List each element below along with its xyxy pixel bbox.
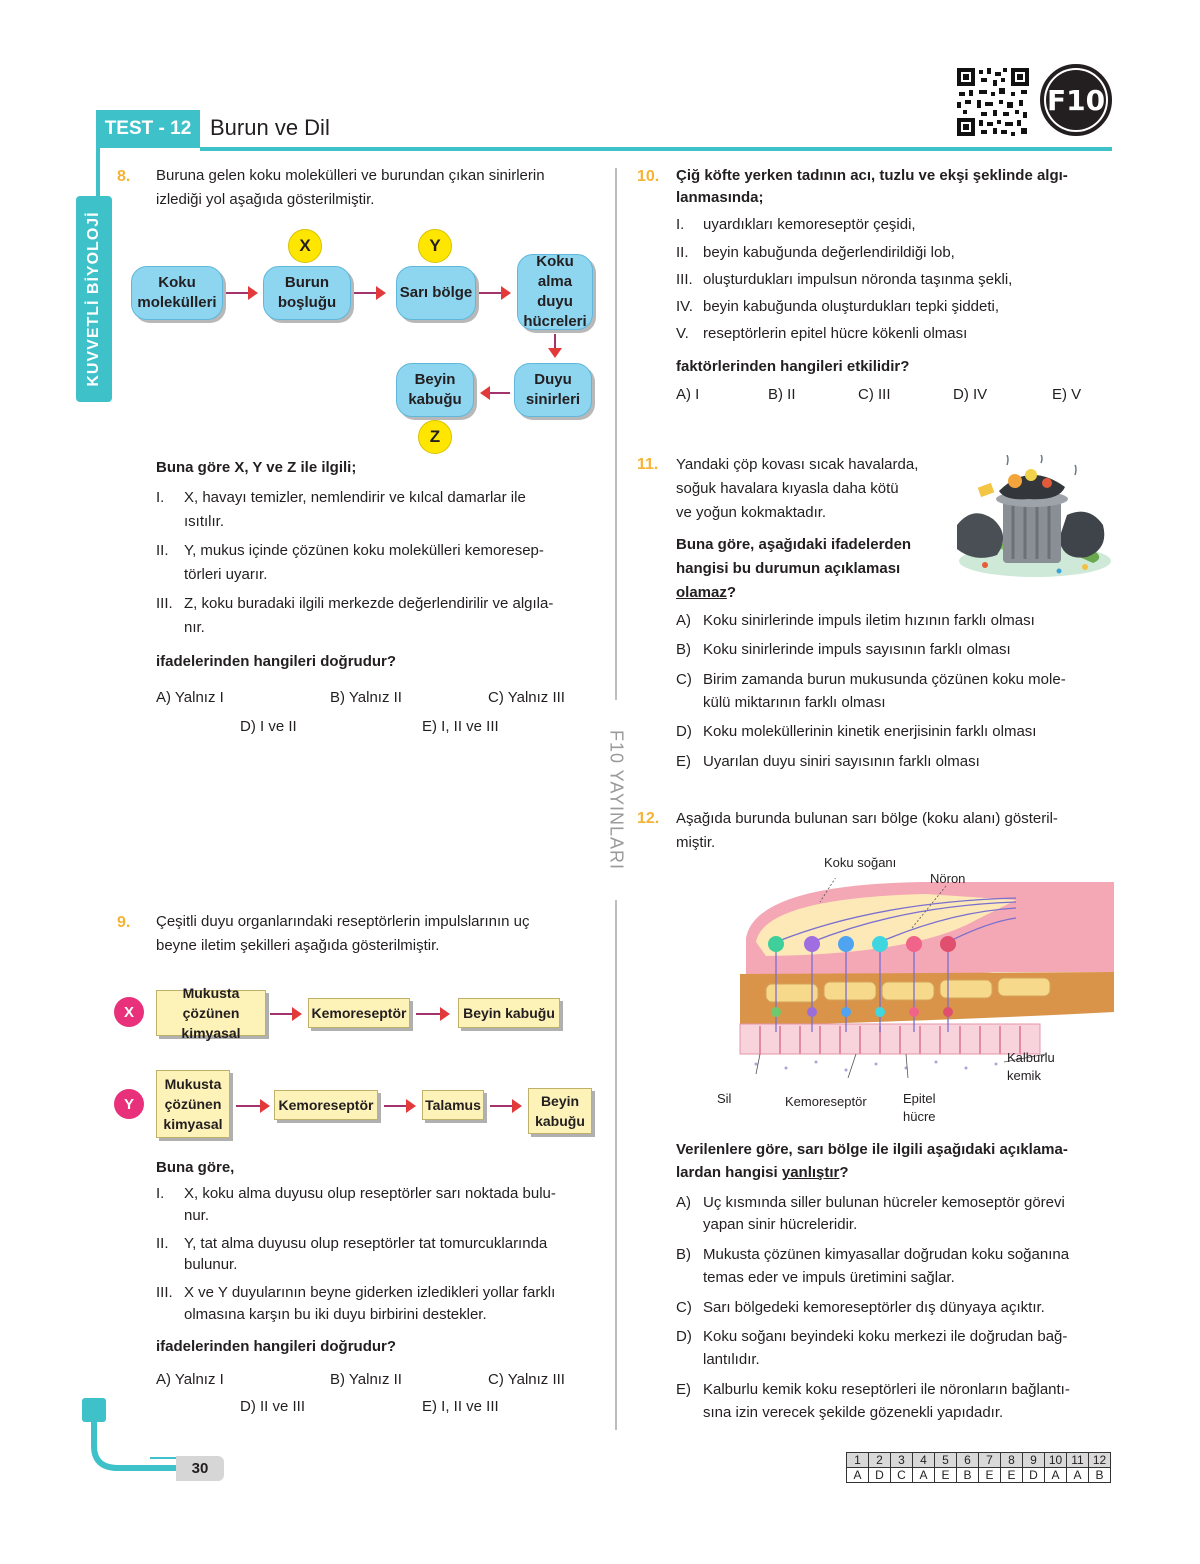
q11-stem-3-line bbox=[676, 581, 736, 605]
q8-item-2-l1: Y, mukus içinde çözünen koku molekülleri kemoresep- bbox=[184, 542, 544, 559]
flow-arrow bbox=[416, 1013, 442, 1015]
q9-x-box-3: Beyin kabuğu bbox=[458, 998, 560, 1028]
q8-stem: Buna göre X, Y ve Z ile ilgili; bbox=[156, 459, 357, 476]
answer-key-answers bbox=[847, 1468, 1111, 1483]
label-epitel: Epitel bbox=[903, 1091, 936, 1106]
q10-item-3-num: III. bbox=[676, 271, 693, 288]
key-answer: A bbox=[847, 1468, 869, 1483]
q9-item-1-l2: nur. bbox=[184, 1207, 210, 1224]
q12-option-e-key[interactable]: E) bbox=[676, 1381, 691, 1398]
q8-option-e[interactable]: E) I, II ve III bbox=[422, 718, 499, 735]
answer-key-table bbox=[846, 1452, 1111, 1483]
q8-option-d[interactable]: D) I ve II bbox=[240, 718, 297, 735]
q9-item-2-num: II. bbox=[156, 1235, 169, 1252]
flow-box-duyu-sinirleri: Duyu sinirleri bbox=[514, 363, 592, 417]
q8-item-2-num: II. bbox=[156, 542, 169, 559]
q9-x-box-2: Kemoreseptör bbox=[308, 998, 410, 1028]
q9-question: ifadelerinden hangileri doğrudur? bbox=[156, 1338, 397, 1355]
q10-option-d[interactable]: D) IV bbox=[953, 386, 988, 403]
q10-item-4-num: IV. bbox=[676, 298, 693, 315]
q11-option-e-key[interactable]: E) bbox=[676, 753, 691, 770]
flow-arrow bbox=[354, 292, 378, 294]
q12-stem-qmark: ? bbox=[839, 1164, 849, 1181]
q12-option-c-l1[interactable]: Sarı bölgedeki kemoreseptörler dış dünyaya açıktır. bbox=[703, 1299, 1045, 1316]
q10-option-b[interactable]: B) II bbox=[768, 386, 796, 403]
label-hucre: hücre bbox=[903, 1109, 936, 1124]
q12-stem-2: lardan hangisi bbox=[676, 1164, 778, 1181]
q9-y-box-2: Kemoreseptör bbox=[274, 1090, 378, 1120]
q11-stem-underlined: olamaz bbox=[676, 584, 727, 601]
q12-option-a-l1[interactable]: Uç kısmında siller bulunan hücreler kemoseptör görevi bbox=[703, 1194, 1065, 1211]
q9-option-e[interactable]: E) I, II ve III bbox=[422, 1398, 499, 1415]
key-num: 3 bbox=[891, 1453, 913, 1468]
q11-stem-2: hangisi bu durumun açıklaması bbox=[676, 560, 901, 577]
side-category-label bbox=[76, 196, 112, 402]
key-num: 5 bbox=[935, 1453, 957, 1468]
q9-option-c[interactable]: C) Yalnız III bbox=[488, 1371, 565, 1388]
flow-arrow bbox=[236, 1105, 262, 1107]
flow-arrow bbox=[490, 1105, 514, 1107]
key-answer: A bbox=[913, 1468, 935, 1483]
key-answer: E bbox=[1001, 1468, 1023, 1483]
q8-option-c[interactable]: C) Yalnız III bbox=[488, 689, 565, 706]
q9-item-2-l2: bulunur. bbox=[184, 1256, 238, 1273]
q8-item-2-l2: törleri uyarır. bbox=[184, 566, 268, 583]
q11-option-c-l2[interactable]: külü miktarının farklı olması bbox=[703, 694, 886, 711]
flow-box-burun-boslugu: Burun boşluğu bbox=[263, 266, 351, 320]
q11-option-d-key[interactable]: D) bbox=[676, 723, 692, 740]
side-label-text: KUVVETLİ BİYOLOJİ bbox=[85, 211, 102, 387]
q9-x-box-1: Mukusta çözünen kimyasal bbox=[156, 990, 266, 1036]
key-num: 12 bbox=[1089, 1453, 1111, 1468]
key-num: 1 bbox=[847, 1453, 869, 1468]
q12-stem-1: Verilenlere göre, sarı bölge ile ilgili aşağıdaki açıklama- bbox=[676, 1141, 1068, 1158]
q12-stem-underlined: yanlıştır bbox=[781, 1164, 840, 1181]
q11-option-b[interactable]: Koku sinirlerinde impuls sayısının farklı olması bbox=[703, 641, 1011, 658]
key-answer: D bbox=[869, 1468, 891, 1483]
q10-item-3: oluşturdukları impulsun nöronda taşınma şekli, bbox=[703, 271, 1013, 288]
q9-marker-y: Y bbox=[114, 1089, 144, 1119]
key-num: 7 bbox=[979, 1453, 1001, 1468]
q11-option-b-key[interactable]: B) bbox=[676, 641, 691, 658]
q11-option-a-key[interactable]: A) bbox=[676, 612, 691, 629]
key-answer: E bbox=[935, 1468, 957, 1483]
q9-marker-x: X bbox=[114, 997, 144, 1027]
brand-vertical-text: F10 YAYINLARI bbox=[606, 729, 627, 871]
flow-arrow bbox=[270, 1013, 294, 1015]
q10-item-1-num: I. bbox=[676, 216, 685, 233]
q11-option-a[interactable]: Koku sinirlerinde impuls iletim hızının farklı olması bbox=[703, 612, 1035, 629]
q10-item-2-num: II. bbox=[676, 244, 689, 261]
q10-item-5: reseptörlerin epitel hücre kökenli olması bbox=[703, 325, 968, 342]
key-num: 9 bbox=[1023, 1453, 1045, 1468]
q8-item-3-num: III. bbox=[156, 595, 173, 612]
q12-intro-2: miştir. bbox=[676, 834, 716, 851]
flow-box-beyin-kabugu: Beyin kabuğu bbox=[396, 363, 474, 417]
q8-item-3-l1: Z, koku buradaki ilgili merkezde değerlendirilir ve algıla- bbox=[184, 595, 554, 612]
flow-arrow bbox=[226, 292, 250, 294]
flow-box-sari-bolge: Sarı bölge bbox=[396, 266, 476, 320]
label-kemik: kemik bbox=[1007, 1068, 1041, 1083]
q10-stem-1: Çiğ köfte yerken tadının acı, tuzlu ve ekşi şeklinde algı- bbox=[676, 167, 1068, 184]
page-number: 30 bbox=[176, 1456, 224, 1481]
key-answer: A bbox=[1045, 1468, 1067, 1483]
q11-option-c-l1[interactable]: Birim zamanda burun mukusunda çözünen koku mole- bbox=[703, 671, 1066, 688]
q9-item-2-l1: Y, tat alma duyusu olup reseptörler tat tomurcuklarında bbox=[184, 1235, 548, 1252]
q12-option-b-key[interactable]: B) bbox=[676, 1246, 691, 1263]
q9-intro-1: Çeşitli duyu organlarındaki reseptörlerin impulslarının uç bbox=[156, 913, 530, 930]
trash-can-illustration bbox=[955, 455, 1113, 583]
q8-item-3-l2: nır. bbox=[184, 619, 205, 636]
marker-z: Z bbox=[418, 420, 452, 454]
q8-item-1-l2: ısıtılır. bbox=[184, 513, 225, 530]
q11-option-c-key[interactable]: C) bbox=[676, 671, 692, 688]
page-title: Burun ve Dil bbox=[210, 115, 330, 140]
q12-stem-2-line bbox=[676, 1161, 849, 1185]
key-num: 2 bbox=[869, 1453, 891, 1468]
label-koku-sogani: Koku soğanı bbox=[824, 855, 897, 870]
q10-option-e[interactable]: E) V bbox=[1052, 386, 1082, 403]
label-noron: Nöron bbox=[930, 871, 966, 886]
q9-y-box-1: Mukusta çözünen kimyasal bbox=[156, 1070, 230, 1138]
q8-number: 8. bbox=[117, 168, 131, 185]
answer-key-numbers bbox=[847, 1453, 1111, 1468]
key-num: 6 bbox=[957, 1453, 979, 1468]
q12-option-e-l1[interactable]: Kalburlu kemik koku reseptörleri ile nöronların bağlantı- bbox=[703, 1381, 1070, 1398]
key-num: 8 bbox=[1001, 1453, 1023, 1468]
q12-option-b-l2[interactable]: temas eder ve impuls üretimini sağlar. bbox=[703, 1269, 955, 1286]
marker-y: Y bbox=[418, 229, 452, 263]
q8-intro-1: Buruna gelen koku molekülleri ve burundan çıkan sinirlerin bbox=[156, 167, 545, 184]
marker-x: X bbox=[288, 229, 322, 263]
q12-option-b-l1[interactable]: Mukusta çözünen kimyasallar doğrudan koku soğanına bbox=[703, 1246, 1070, 1263]
q12-option-e-l2[interactable]: sına izin verecek şekilde gözenekli yapıdadır. bbox=[703, 1404, 1004, 1421]
q8-question: ifadelerinden hangileri doğrudur? bbox=[156, 653, 397, 670]
q12-intro-1: Aşağıda burunda bulunan sarı bölge (koku alanı) gösteril- bbox=[676, 810, 1058, 827]
label-kemoreseptor: Kemoreseptör bbox=[785, 1094, 867, 1109]
flow-box-koku-molekulleri: Koku molekülleri bbox=[131, 266, 223, 320]
qr-code-icon[interactable] bbox=[955, 66, 1031, 138]
q11-option-d[interactable]: Koku moleküllerinin kinetik enerjisinin farklı olması bbox=[703, 723, 1037, 740]
q9-item-3-num: III. bbox=[156, 1284, 173, 1301]
test-label: TEST - 12 bbox=[96, 110, 200, 148]
q9-stem: Buna göre, bbox=[156, 1159, 235, 1176]
q9-option-b[interactable]: B) Yalnız II bbox=[330, 1371, 402, 1388]
q8-item-1-l1: X, havayı temizler, nemlendirir ve kılcal damarlar ile bbox=[184, 489, 526, 506]
q11-option-e[interactable]: Uyarılan duyu siniri sayısının farklı olması bbox=[703, 753, 980, 770]
q9-item-3-l2: olmasına karşın bu iki duyu birbirini destekler. bbox=[184, 1306, 487, 1323]
q11-intro-3: ve yoğun kokmaktadır. bbox=[676, 504, 827, 521]
q10-item-4: beyin kabuğunda oluşturdukları tepki şiddeti, bbox=[703, 298, 1000, 315]
key-answer: B bbox=[1089, 1468, 1111, 1483]
q9-y-box-3: Talamus bbox=[422, 1090, 484, 1120]
page-corner-decoration bbox=[80, 1396, 184, 1476]
flow-arrow bbox=[488, 392, 510, 394]
key-answer: A bbox=[1067, 1468, 1089, 1483]
q8-option-a[interactable]: A) Yalnız I bbox=[156, 689, 224, 706]
q12-number: 12. bbox=[637, 810, 660, 827]
key-answer: E bbox=[979, 1468, 1001, 1483]
q9-option-d[interactable]: D) II ve III bbox=[240, 1398, 306, 1415]
q9-item-3-l1: X ve Y duyularının beyne giderken izledikleri yollar farklı bbox=[184, 1284, 556, 1301]
brand-vertical bbox=[596, 700, 636, 900]
q10-stem-2: lanmasında; bbox=[676, 189, 764, 206]
flow-box-koku-alma-duyu-hucreleri: Koku alma duyu hücreleri bbox=[517, 254, 593, 330]
q11-stem-1: Buna göre, aşağıdaki ifadelerden bbox=[676, 536, 912, 553]
q9-number: 9. bbox=[117, 914, 131, 931]
q12-option-a-l2[interactable]: yapan sinir hücreleridir. bbox=[703, 1216, 858, 1233]
q11-number: 11. bbox=[637, 456, 659, 473]
label-kalburlu: Kalburlu bbox=[1007, 1050, 1055, 1065]
q11-stem-qmark: ? bbox=[726, 584, 737, 601]
q12-option-d-l2[interactable]: lantılıdır. bbox=[703, 1351, 760, 1368]
q10-item-1: uyardıkları kemoreseptör çeşidi, bbox=[703, 216, 916, 233]
q11-intro-1: Yandaki çöp kovası sıcak havalarda, bbox=[676, 456, 919, 473]
q12-option-d-key[interactable]: D) bbox=[676, 1328, 692, 1345]
key-answer: D bbox=[1023, 1468, 1045, 1483]
q10-item-5-num: V. bbox=[676, 325, 689, 342]
flow-arrow bbox=[554, 334, 556, 350]
header-rule bbox=[200, 147, 1112, 151]
flow-arrow bbox=[479, 292, 503, 294]
q10-option-c[interactable]: C) III bbox=[858, 386, 891, 403]
q12-option-c-key[interactable]: C) bbox=[676, 1299, 692, 1316]
q12-option-a-key[interactable]: A) bbox=[676, 1194, 691, 1211]
q10-option-a[interactable]: A) I bbox=[676, 386, 700, 403]
q12-option-d-l1[interactable]: Koku soğanı beyindeki koku merkezi ile doğrudan bağ- bbox=[703, 1328, 1068, 1345]
q8-intro-2: izlediği yol aşağıda gösterilmiştir. bbox=[156, 191, 375, 208]
q10-question: faktörlerinden hangileri etkilidir? bbox=[676, 358, 910, 375]
publisher-logo bbox=[1040, 64, 1112, 136]
key-answer: B bbox=[957, 1468, 979, 1483]
key-answer: C bbox=[891, 1468, 913, 1483]
q11-intro-2: soğuk havalara kıyasla daha kötü bbox=[676, 480, 899, 497]
key-num: 10 bbox=[1045, 1453, 1067, 1468]
q8-option-b[interactable]: B) Yalnız II bbox=[330, 689, 402, 706]
key-num: 11 bbox=[1067, 1453, 1089, 1468]
q10-item-2: beyin kabuğunda değerlendirildiği lob, bbox=[703, 244, 955, 261]
q9-intro-2: beyne iletim şekilleri aşağıda gösterilmiştir. bbox=[156, 937, 440, 954]
logo-text: F10 bbox=[1046, 70, 1106, 130]
olfactory-region-illustration bbox=[716, 878, 1114, 1078]
q8-item-1-num: I. bbox=[156, 489, 165, 506]
q10-number: 10. bbox=[637, 168, 660, 185]
q9-y-box-4: Beyin kabuğu bbox=[528, 1088, 592, 1134]
q9-item-1-num: I. bbox=[156, 1185, 165, 1202]
q9-item-1-l1: X, koku alma duyusu olup reseptörler sarı noktada bulu- bbox=[184, 1185, 556, 1202]
label-sil: Sil bbox=[717, 1091, 732, 1106]
flow-arrow bbox=[384, 1105, 408, 1107]
key-num: 4 bbox=[913, 1453, 935, 1468]
q9-option-a[interactable]: A) Yalnız I bbox=[156, 1371, 224, 1388]
